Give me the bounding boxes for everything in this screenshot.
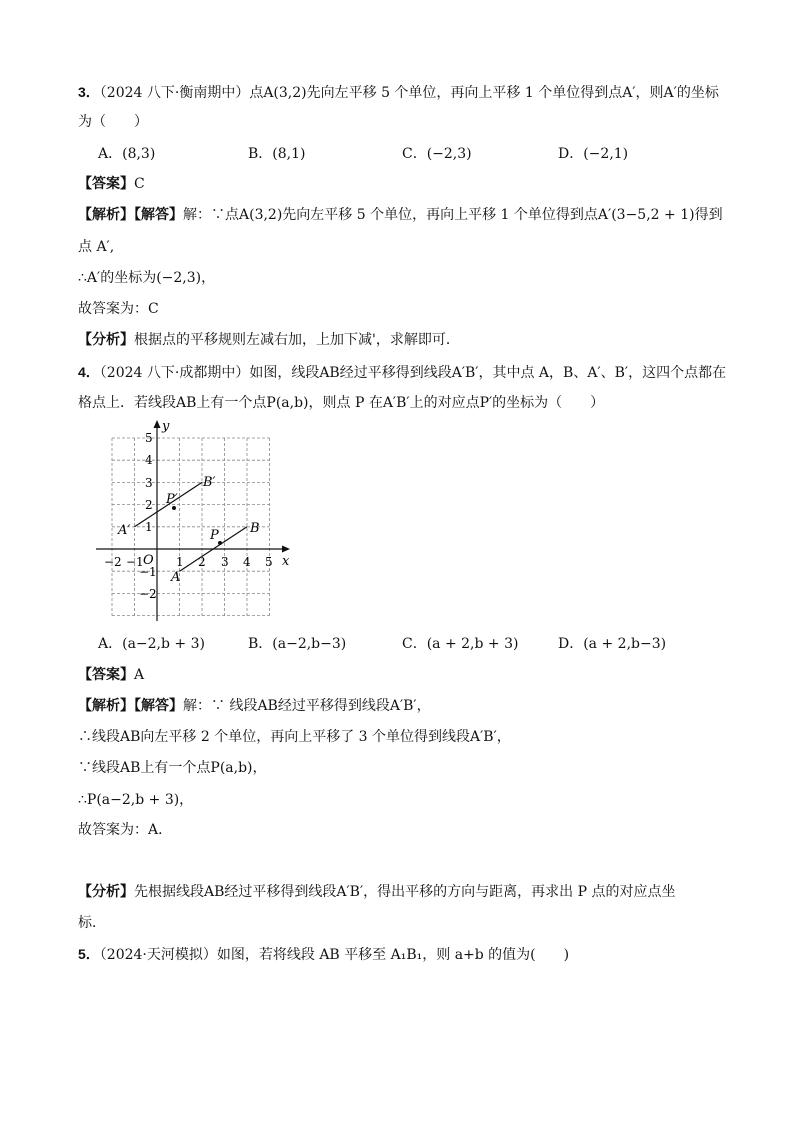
q3-analysis-line2: 点 A′, [78, 239, 115, 255]
y-tick-label: 2 [145, 498, 153, 512]
y-tick-label: 5 [145, 431, 153, 445]
q3-option-c: C．(−2,3) [402, 146, 472, 162]
q4-analysis-line2: ∴线段AB向左平移 2 个单位，再向上平移了 3 个单位得到线段A′B′， [78, 729, 511, 745]
question-text: （2024 八下·衡南期中）点A(3,2)先向左平移 5 个单位，再向上平移 1 个单位得到点A′，则A′的坐标 [99, 85, 719, 101]
label-b-prime: B′ [203, 475, 216, 490]
q4-option-b: B．(a−2,b−3) [248, 636, 347, 652]
grid-lines [112, 438, 270, 616]
answer-tag: 【答案】 [78, 667, 134, 683]
x-tick-label: 2 [198, 555, 206, 569]
q4-stem-line2: 格点上．若线段AB上有一个点P(a,b)，则点 P 在A′B′上的对应点P′的坐标为（ ） [78, 395, 605, 411]
q4-analysis-line4: ∴P(a−2,b + 3)， [78, 792, 194, 808]
fenxi-tag: 【分析】 [78, 884, 134, 900]
question-number: 3． [78, 84, 100, 100]
y-tick-label: 1 [145, 520, 153, 534]
q4-analysis-line1 [78, 696, 431, 716]
q4-fenxi-line2: 标． [78, 915, 106, 931]
q4-option-d: D．(a + 2,b−3) [558, 636, 667, 652]
q4-fenxi-line1 [78, 882, 675, 902]
q3-analysis-line1 [78, 205, 723, 225]
y-tick-label: 4 [145, 453, 153, 467]
q3-option-d: D．(−2,1) [558, 146, 629, 162]
q4-analysis-line5: 故答案为：A． [78, 822, 173, 838]
q3-analysis-line4: 故答案为：C [78, 301, 159, 317]
analysis-tag: 【解析】【解答】 [78, 207, 183, 223]
fenxi-text: 根据点的平移规则左减右加，上加下减'，求解即可． [134, 332, 460, 348]
q4-answer [78, 665, 144, 685]
y-axis-label: y [162, 419, 170, 434]
question-number: 4． [78, 364, 100, 380]
question-text: （2024·天河模拟）如图，若将线段 AB 平移至 A₁B₁，则 a+b 的值为( ) [99, 947, 570, 963]
q4-analysis-line3: ∵线段AB上有一个点P(a,b)， [78, 760, 267, 776]
origin-label: O [143, 553, 154, 568]
analysis-text: 解：∵点A(3,2)先向左平移 5 个单位，再向上平移 1 个单位得到点A′(3−5,2 + 1)得到 [183, 207, 723, 223]
q3-stem-line2: 为（ ） [78, 114, 148, 130]
x-tick-label: 3 [221, 555, 229, 569]
label-a: A [171, 570, 181, 585]
q3-answer [78, 174, 145, 194]
answer-tag: 【答案】 [78, 176, 134, 192]
analysis-tag: 【解析】【解答】 [78, 698, 183, 714]
label-b: B [250, 521, 260, 536]
answer-value: C [134, 176, 145, 192]
y-tick-label: −1 [139, 565, 157, 579]
q5-stem-line1 [78, 944, 569, 965]
x-tick-label: 1 [176, 555, 184, 569]
q3-option-a: A．(8,3) [98, 146, 156, 162]
analysis-text: 解：∵ 线段AB经过平移得到线段A′B′， [183, 698, 431, 714]
label-a-prime: A′ [118, 523, 131, 538]
question-text: （2024 八下·成都期中）如图，线段AB经过平移得到线段A′B′，其中点 A，B、A′、B′，这四个点都在 [99, 365, 727, 381]
x-tick-label: 5 [265, 555, 273, 569]
q3-option-b: B．(8,1) [248, 146, 306, 162]
q3-stem-line1 [78, 82, 719, 103]
x-axis-label: x [282, 554, 290, 569]
y-axis-arrow [154, 420, 161, 428]
q3-fenxi [78, 330, 460, 350]
y-tick-label: 3 [145, 476, 153, 490]
x-axis-arrow [282, 546, 290, 553]
q3-analysis-line3: ∴A′的坐标为(−2,3)， [78, 270, 216, 286]
y-tick-label: −2 [139, 587, 157, 601]
x-tick-label: −1 [126, 555, 144, 569]
label-p: P [210, 528, 219, 543]
fenxi-tag: 【分析】 [78, 332, 134, 348]
q4-option-c: C．(a + 2,b + 3) [402, 636, 519, 652]
x-tick-label: 4 [243, 555, 251, 569]
q4-option-a: A．(a−2,b + 3) [98, 636, 205, 652]
coordinate-figure [92, 418, 302, 627]
answer-value: A [134, 667, 145, 683]
coordinate-grid-svg [92, 418, 302, 623]
label-p-prime: P′ [166, 492, 178, 507]
question-number: 5． [78, 946, 100, 962]
fenxi-text: 先根据线段AB经过平移得到线段A′B′，得出平移的方向与距离，再求出 P 点的对应点坐 [134, 884, 676, 900]
x-tick-label: −2 [104, 555, 122, 569]
q4-stem-line1 [78, 362, 726, 383]
